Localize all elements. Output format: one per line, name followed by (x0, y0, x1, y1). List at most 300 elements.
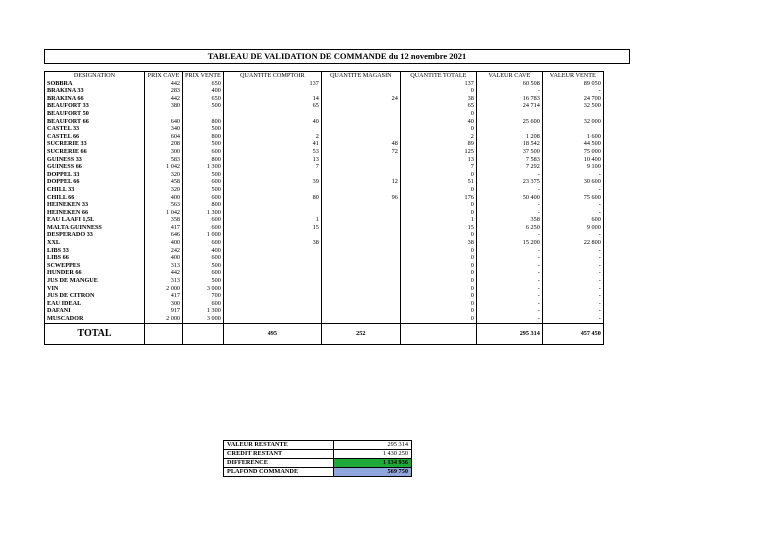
table-row (45, 254, 604, 262)
cell-valeur-vente: - (542, 285, 603, 293)
cell-valeur-vente: - (542, 269, 603, 277)
cell-designation: CHILL 33 (45, 186, 145, 194)
cell-designation: HUNDER 66 (45, 269, 145, 277)
cell-prix-cave: 340 (145, 125, 183, 133)
cell-qty-comptoir (223, 87, 321, 95)
cell-prix-cave: 604 (145, 133, 183, 141)
cell-designation: BEAUFORT 50 (45, 110, 145, 118)
col-header-qte-comptoir: QUANTITE COMPTOIR (223, 72, 321, 80)
cell-qty-comptoir (223, 171, 321, 179)
cell-qty-comptoir (223, 262, 321, 270)
summary-value: 1 134 936 (334, 459, 412, 468)
cell-valeur-vente: - (542, 209, 603, 217)
cell-qty-totale: 0 (400, 254, 476, 262)
total-row (45, 323, 604, 344)
cell-qty-comptoir (223, 285, 321, 293)
cell-prix-cave: 646 (145, 231, 183, 239)
cell-designation: CASTEL 33 (45, 125, 145, 133)
table-row (45, 247, 604, 255)
cell-prix-cave: 2 000 (145, 315, 183, 323)
cell-qty-totale: 38 (400, 95, 476, 103)
cell-designation: MALTA GUINNESS (45, 224, 145, 232)
cell-qty-totale: 0 (400, 292, 476, 300)
cell-valeur-cave: - (476, 292, 542, 300)
cell-prix-cave: 313 (145, 262, 183, 270)
cell-valeur-vente: - (542, 254, 603, 262)
cell-valeur-vente: - (542, 307, 603, 315)
cell-valeur-cave: 15 200 (476, 239, 542, 247)
cell-valeur-vente: - (542, 300, 603, 308)
cell-valeur-vente: 75 000 (542, 148, 603, 156)
cell-prix-vente: 600 (183, 178, 224, 186)
cell-valeur-cave: - (476, 171, 542, 179)
cell-designation: CHILL 66 (45, 194, 145, 202)
cell-qty-magasin (321, 224, 400, 232)
cell-valeur-cave: 50 400 (476, 194, 542, 202)
cell-qty-magasin (321, 307, 400, 315)
cell-prix-vente: 600 (183, 254, 224, 262)
cell-qty-magasin: 48 (321, 140, 400, 148)
cell-valeur-cave: - (476, 285, 542, 293)
table-row (45, 315, 604, 323)
cell-qty-totale: 0 (400, 285, 476, 293)
cell-prix-cave: 300 (145, 148, 183, 156)
cell-prix-vente: 600 (183, 148, 224, 156)
cell-qty-comptoir (223, 201, 321, 209)
cell-designation: JUS DE CITRON (45, 292, 145, 300)
table-row (45, 277, 604, 285)
cell-designation: BEAUFORT 66 (45, 118, 145, 126)
cell-qty-magasin (321, 171, 400, 179)
cell-qty-totale: 2 (400, 133, 476, 141)
cell-qty-totale: 0 (400, 110, 476, 118)
col-header-qte-totale: QUANTITE TOTALE (400, 72, 476, 80)
cell-qty-magasin (321, 87, 400, 95)
cell-designation: HEINEKEN 33 (45, 201, 145, 209)
cell-valeur-cave (476, 110, 542, 118)
table-row (45, 209, 604, 217)
cell-prix-vente: 600 (183, 269, 224, 277)
cell-qty-comptoir: 41 (223, 140, 321, 148)
cell-prix-vente: 500 (183, 140, 224, 148)
cell-qty-magasin: 12 (321, 178, 400, 186)
table-row (45, 87, 604, 95)
cell-prix-vente: 1 000 (183, 231, 224, 239)
cell-qty-magasin (321, 186, 400, 194)
cell-prix-cave: 563 (145, 201, 183, 209)
cell-prix-vente: 500 (183, 277, 224, 285)
cell-prix-cave: 917 (145, 307, 183, 315)
cell-qty-comptoir (223, 307, 321, 315)
summary-row (224, 459, 412, 468)
cell-prix-cave: 583 (145, 156, 183, 164)
cell-valeur-cave: - (476, 315, 542, 323)
cell-qty-comptoir (223, 269, 321, 277)
cell-qty-comptoir: 40 (223, 118, 321, 126)
cell-prix-vente: 1 300 (183, 163, 224, 171)
summary-row (224, 441, 412, 450)
summary-value: 1 430 250 (334, 450, 412, 459)
cell-qty-totale: 0 (400, 269, 476, 277)
cell-prix-vente: 500 (183, 125, 224, 133)
cell-valeur-cave: - (476, 307, 542, 315)
cell-qty-comptoir (223, 186, 321, 194)
cell-valeur-cave: - (476, 277, 542, 285)
cell-prix-cave: 320 (145, 186, 183, 194)
cell-qty-magasin (321, 285, 400, 293)
cell-valeur-cave: - (476, 201, 542, 209)
cell-valeur-vente (542, 125, 603, 133)
cell-qty-magasin (321, 80, 400, 88)
page-title: TABLEAU DE VALIDATION DE COMMANDE du 12 novembre 2021 (44, 49, 630, 64)
cell-qty-totale: 0 (400, 171, 476, 179)
cell-valeur-vente: 600 (542, 216, 603, 224)
table-row (45, 239, 604, 247)
cell-qty-magasin (321, 315, 400, 323)
cell-prix-cave: 417 (145, 224, 183, 232)
cell-prix-vente: 500 (183, 171, 224, 179)
cell-prix-vente: 800 (183, 118, 224, 126)
order-table (44, 71, 604, 345)
total-empty-2 (183, 323, 224, 344)
cell-qty-comptoir: 2 (223, 133, 321, 141)
cell-valeur-vente: 22 800 (542, 239, 603, 247)
cell-qty-totale: 15 (400, 224, 476, 232)
cell-valeur-cave: - (476, 231, 542, 239)
cell-qty-magasin (321, 133, 400, 141)
cell-prix-vente: 600 (183, 224, 224, 232)
cell-qty-magasin (321, 262, 400, 270)
cell-prix-cave (145, 110, 183, 118)
cell-valeur-vente: 9 100 (542, 163, 603, 171)
cell-designation: GUINESS 66 (45, 163, 145, 171)
header-row (45, 72, 604, 80)
cell-qty-totale: 0 (400, 201, 476, 209)
cell-qty-totale: 125 (400, 148, 476, 156)
cell-designation: CASTEL 66 (45, 133, 145, 141)
cell-valeur-cave: - (476, 269, 542, 277)
cell-prix-vente: 1 300 (183, 307, 224, 315)
table-row (45, 269, 604, 277)
table-row (45, 118, 604, 126)
cell-qty-comptoir (223, 277, 321, 285)
table-row (45, 300, 604, 308)
cell-designation: BRAKINA 66 (45, 95, 145, 103)
table-row (45, 110, 604, 118)
table-row (45, 171, 604, 179)
cell-valeur-cave: 25 600 (476, 118, 542, 126)
table-row (45, 231, 604, 239)
table-row (45, 285, 604, 293)
cell-prix-cave: 313 (145, 277, 183, 285)
cell-prix-vente: 800 (183, 201, 224, 209)
cell-valeur-vente (542, 110, 603, 118)
cell-designation: DESPERADO 33 (45, 231, 145, 239)
cell-qty-magasin (321, 216, 400, 224)
cell-valeur-vente: - (542, 201, 603, 209)
cell-qty-magasin (321, 125, 400, 133)
cell-valeur-cave: 7 292 (476, 163, 542, 171)
table-row (45, 178, 604, 186)
cell-valeur-cave: - (476, 209, 542, 217)
cell-prix-cave: 380 (145, 102, 183, 110)
cell-prix-vente (183, 110, 224, 118)
cell-prix-cave: 442 (145, 95, 183, 103)
cell-valeur-cave: 16 783 (476, 95, 542, 103)
cell-qty-magasin (321, 118, 400, 126)
summary-label: PLAFOND COMMANDE (224, 468, 334, 477)
cell-designation: DOPPEL 66 (45, 178, 145, 186)
cell-qty-totale: 0 (400, 125, 476, 133)
cell-qty-totale: 0 (400, 315, 476, 323)
cell-valeur-vente: - (542, 247, 603, 255)
cell-qty-totale: 0 (400, 87, 476, 95)
col-header-valeur-cave: VALEUR CAVE (476, 72, 542, 80)
table-row (45, 148, 604, 156)
total-label: TOTAL (45, 323, 145, 344)
cell-qty-magasin (321, 231, 400, 239)
cell-valeur-vente: - (542, 315, 603, 323)
cell-prix-cave: 1 042 (145, 209, 183, 217)
cell-designation: BRAKINA 33 (45, 87, 145, 95)
cell-designation: SUCRERIE 66 (45, 148, 145, 156)
table-row (45, 140, 604, 148)
cell-valeur-vente: 32 500 (542, 102, 603, 110)
cell-valeur-cave: 6 250 (476, 224, 542, 232)
cell-valeur-vente: 1 600 (542, 133, 603, 141)
cell-valeur-vente: 30 600 (542, 178, 603, 186)
cell-qty-totale: 0 (400, 300, 476, 308)
cell-qty-comptoir (223, 110, 321, 118)
cell-qty-comptoir (223, 247, 321, 255)
cell-qty-totale: 0 (400, 186, 476, 194)
cell-prix-vente: 600 (183, 216, 224, 224)
cell-prix-vente: 400 (183, 247, 224, 255)
cell-designation: EAU LAAFI 1,5L (45, 216, 145, 224)
table-row (45, 307, 604, 315)
cell-designation: LIBS 33 (45, 247, 145, 255)
cell-valeur-vente: - (542, 186, 603, 194)
cell-valeur-vente: - (542, 171, 603, 179)
cell-designation: VIN (45, 285, 145, 293)
cell-qty-totale: 176 (400, 194, 476, 202)
cell-valeur-vente: 89 050 (542, 80, 603, 88)
table-row (45, 95, 604, 103)
cell-valeur-cave (476, 125, 542, 133)
cell-designation: SUCRERIE 33 (45, 140, 145, 148)
cell-prix-cave: 400 (145, 254, 183, 262)
cell-qty-magasin (321, 110, 400, 118)
cell-valeur-vente: - (542, 87, 603, 95)
total-empty-1 (145, 323, 183, 344)
cell-prix-cave: 208 (145, 140, 183, 148)
total-qty-comptoir: 495 (223, 323, 321, 344)
cell-qty-comptoir (223, 231, 321, 239)
cell-designation: DOPPEL 33 (45, 171, 145, 179)
cell-qty-comptoir (223, 315, 321, 323)
cell-prix-cave: 1 042 (145, 163, 183, 171)
cell-prix-cave: 300 (145, 300, 183, 308)
cell-valeur-cave: - (476, 87, 542, 95)
cell-valeur-cave: - (476, 254, 542, 262)
total-qty-magasin: 252 (321, 323, 400, 344)
cell-prix-cave: 2 000 (145, 285, 183, 293)
cell-valeur-cave: 24 714 (476, 102, 542, 110)
cell-qty-magasin (321, 247, 400, 255)
cell-prix-cave: 400 (145, 239, 183, 247)
cell-valeur-cave: 358 (476, 216, 542, 224)
cell-prix-vente: 600 (183, 194, 224, 202)
cell-valeur-cave: - (476, 247, 542, 255)
cell-valeur-vente: 10 400 (542, 156, 603, 164)
cell-prix-cave: 400 (145, 194, 183, 202)
cell-valeur-vente: - (542, 231, 603, 239)
cell-valeur-vente: - (542, 262, 603, 270)
cell-prix-vente: 400 (183, 87, 224, 95)
cell-prix-vente: 650 (183, 80, 224, 88)
cell-valeur-cave: 23 375 (476, 178, 542, 186)
cell-qty-totale: 89 (400, 140, 476, 148)
summary-label: CREDIT RESTANT (224, 450, 334, 459)
table-row (45, 163, 604, 171)
cell-qty-magasin: 24 (321, 95, 400, 103)
cell-qty-magasin (321, 163, 400, 171)
cell-designation: DAFANI (45, 307, 145, 315)
cell-qty-comptoir: 39 (223, 178, 321, 186)
cell-qty-totale: 1 (400, 216, 476, 224)
cell-designation: SCWEPPES (45, 262, 145, 270)
cell-qty-totale: 0 (400, 277, 476, 285)
cell-prix-vente: 500 (183, 102, 224, 110)
cell-designation: JUS DE MANGUE (45, 277, 145, 285)
col-header-valeur-vente: VALEUR VENTE (542, 72, 603, 80)
cell-qty-magasin (321, 269, 400, 277)
cell-valeur-vente: - (542, 292, 603, 300)
cell-qty-comptoir (223, 300, 321, 308)
cell-qty-totale: 0 (400, 307, 476, 315)
cell-designation: BEAUFORT 33 (45, 102, 145, 110)
cell-qty-magasin (321, 239, 400, 247)
cell-qty-comptoir (223, 125, 321, 133)
summary-label: VALEUR RESTANTE (224, 441, 334, 450)
cell-valeur-cave: 1 208 (476, 133, 542, 141)
cell-valeur-cave: - (476, 186, 542, 194)
cell-qty-comptoir: 1 (223, 216, 321, 224)
cell-qty-totale: 137 (400, 80, 476, 88)
cell-valeur-cave: 60 508 (476, 80, 542, 88)
cell-valeur-vente: 75 600 (542, 194, 603, 202)
summary-value: 295 314 (334, 441, 412, 450)
cell-valeur-cave: - (476, 262, 542, 270)
total-empty-3 (400, 323, 476, 344)
cell-designation: MUSCADOR (45, 315, 145, 323)
cell-prix-cave: 640 (145, 118, 183, 126)
cell-qty-comptoir: 13 (223, 156, 321, 164)
cell-qty-comptoir: 137 (223, 80, 321, 88)
cell-prix-cave: 242 (145, 247, 183, 255)
cell-qty-totale: 65 (400, 102, 476, 110)
cell-qty-comptoir: 14 (223, 95, 321, 103)
cell-qty-comptoir: 53 (223, 148, 321, 156)
cell-prix-vente: 3 000 (183, 315, 224, 323)
cell-qty-magasin (321, 277, 400, 285)
col-header-prix-vente: PRIX VENTE (183, 72, 224, 80)
col-header-prix-cave: PRIX CAVE (145, 72, 183, 80)
table-row (45, 262, 604, 270)
cell-valeur-vente: - (542, 277, 603, 285)
cell-prix-vente: 600 (183, 239, 224, 247)
cell-qty-totale: 51 (400, 178, 476, 186)
table-row (45, 133, 604, 141)
cell-qty-totale: 0 (400, 209, 476, 217)
cell-prix-cave: 458 (145, 178, 183, 186)
cell-qty-comptoir (223, 209, 321, 217)
table-row (45, 216, 604, 224)
cell-prix-cave: 417 (145, 292, 183, 300)
table-row (45, 125, 604, 133)
total-valeur-cave: 295 314 (476, 323, 542, 344)
table-row (45, 224, 604, 232)
cell-qty-comptoir: 15 (223, 224, 321, 232)
summary-table (223, 440, 412, 477)
table-row (45, 194, 604, 202)
cell-designation: EAU IDEAL (45, 300, 145, 308)
cell-designation: LIBS 66 (45, 254, 145, 262)
cell-valeur-cave: - (476, 300, 542, 308)
cell-prix-cave: 320 (145, 171, 183, 179)
cell-qty-comptoir: 7 (223, 163, 321, 171)
cell-prix-vente: 650 (183, 95, 224, 103)
col-header-designation: DESIGNATION (45, 72, 145, 80)
summary-label: DIFFERENCE (224, 459, 334, 468)
table-row (45, 80, 604, 88)
cell-qty-totale: 40 (400, 118, 476, 126)
cell-qty-totale: 38 (400, 239, 476, 247)
cell-qty-totale: 7 (400, 163, 476, 171)
cell-qty-magasin (321, 209, 400, 217)
cell-valeur-cave: 7 583 (476, 156, 542, 164)
cell-qty-comptoir (223, 292, 321, 300)
cell-valeur-vente: 44 500 (542, 140, 603, 148)
cell-prix-vente: 500 (183, 262, 224, 270)
cell-qty-magasin (321, 156, 400, 164)
cell-qty-totale: 13 (400, 156, 476, 164)
cell-qty-magasin (321, 201, 400, 209)
cell-qty-totale: 0 (400, 247, 476, 255)
cell-prix-vente: 800 (183, 156, 224, 164)
summary-row (224, 450, 412, 459)
cell-qty-totale: 0 (400, 262, 476, 270)
table-row (45, 186, 604, 194)
cell-qty-comptoir: 80 (223, 194, 321, 202)
table-row (45, 201, 604, 209)
cell-qty-comptoir: 65 (223, 102, 321, 110)
cell-prix-cave: 358 (145, 216, 183, 224)
cell-qty-magasin: 96 (321, 194, 400, 202)
cell-prix-vente: 800 (183, 133, 224, 141)
cell-designation: XXL (45, 239, 145, 247)
cell-prix-cave: 442 (145, 269, 183, 277)
cell-valeur-vente: 9 000 (542, 224, 603, 232)
cell-qty-magasin (321, 254, 400, 262)
cell-qty-magasin (321, 300, 400, 308)
summary-row (224, 468, 412, 477)
cell-designation: GUINESS 33 (45, 156, 145, 164)
summary-value: 569 750 (334, 468, 412, 477)
cell-qty-totale: 0 (400, 231, 476, 239)
cell-prix-vente: 700 (183, 292, 224, 300)
table-body (45, 80, 604, 324)
